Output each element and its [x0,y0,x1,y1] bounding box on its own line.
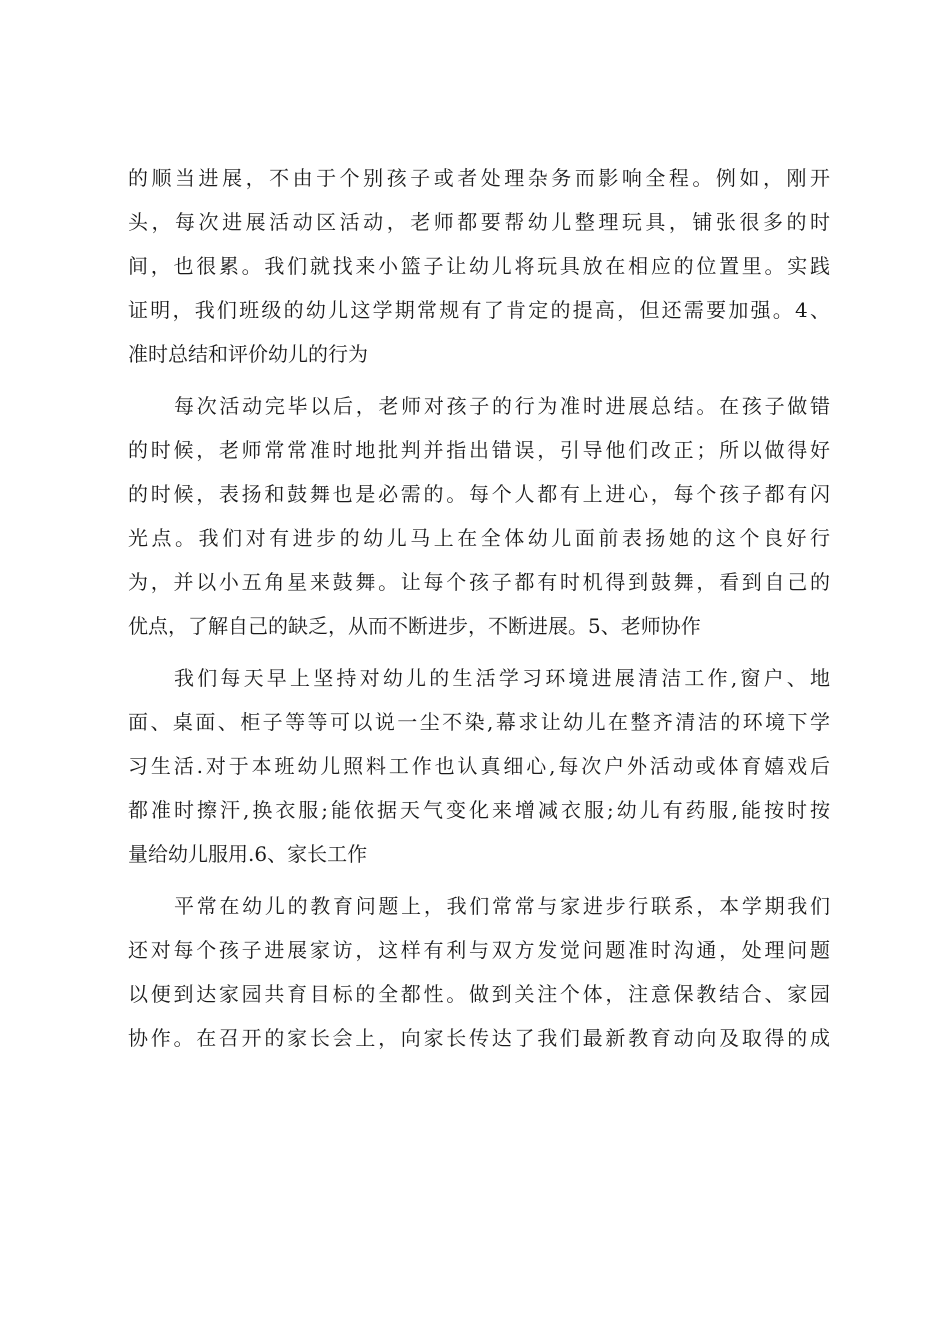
text-line: 量给幼儿服用.6、家长工作 [128,842,368,866]
text-line: 协作。在召开的家长会上，向家长传达了我们最新教育动向及取得的成 [128,1026,830,1050]
document-body [128,156,830,1060]
text-line: 证明，我们班级的幼儿这学期常规有了肯定的提高，但还需要加强。4、 [128,298,830,322]
text-line: 每次活动完毕以后，老师对孩子的行为准时进展总结。在孩子做错 [174,394,830,418]
text-line: 头，每次进展活动区活动，老师都要帮幼儿整理玩具，铺张很多的时 [128,210,830,234]
paragraph-4 [128,884,830,1060]
text-line: 还对每个孩子进展家访，这样有利与双方发觉问题准时沟通，处理问题 [128,938,830,962]
text-line: 间，也很累。我们就找来小篮子让幼儿将玩具放在相应的位置里。实践 [128,254,830,278]
text-line: 的顺当进展，不由于个别孩子或者处理杂务而影响全程。例如，刚开 [128,166,830,190]
paragraph-1 [128,156,830,376]
text-line: 优点，了解自己的缺乏，从而不断进步，不断进展。5、老师协作 [128,614,701,638]
text-line: 光点。我们对有进步的幼儿马上在全体幼儿面前表扬她的这个良好行 [128,526,830,550]
paragraph-3 [128,656,830,876]
text-line: 为，并以小五角星来鼓舞。让每个孩子都有时机得到鼓舞，看到自己的 [128,570,830,594]
text-line: 准时总结和评价幼儿的行为 [128,342,368,366]
text-line: 面、桌面、柜子等等可以说一尘不染,幕求让幼儿在整齐清洁的环境下学 [128,710,830,734]
text-line: 的时候，表扬和鼓舞也是必需的。每个人都有上进心，每个孩子都有闪 [128,482,830,506]
text-line: 都准时擦汗,换衣服;能依据天气变化来增减衣服;幼儿有药服,能按时按 [128,798,830,822]
text-line: 平常在幼儿的教育问题上，我们常常与家进步行联系，本学期我们 [174,894,830,918]
paragraph-2 [128,384,830,648]
text-line: 的时候，老师常常准时地批判并指出错误，引导他们改正；所以做得好 [128,438,830,462]
text-line: 我们每天早上坚持对幼儿的生活学习环境进展清洁工作,窗户、地 [174,666,830,690]
text-line: 习生活.对于本班幼儿照料工作也认真细心,每次户外活动或体育嬉戏后 [128,754,830,778]
text-line: 以便到达家园共育目标的全都性。做到关注个体，注意保教结合、家园 [128,982,830,1006]
